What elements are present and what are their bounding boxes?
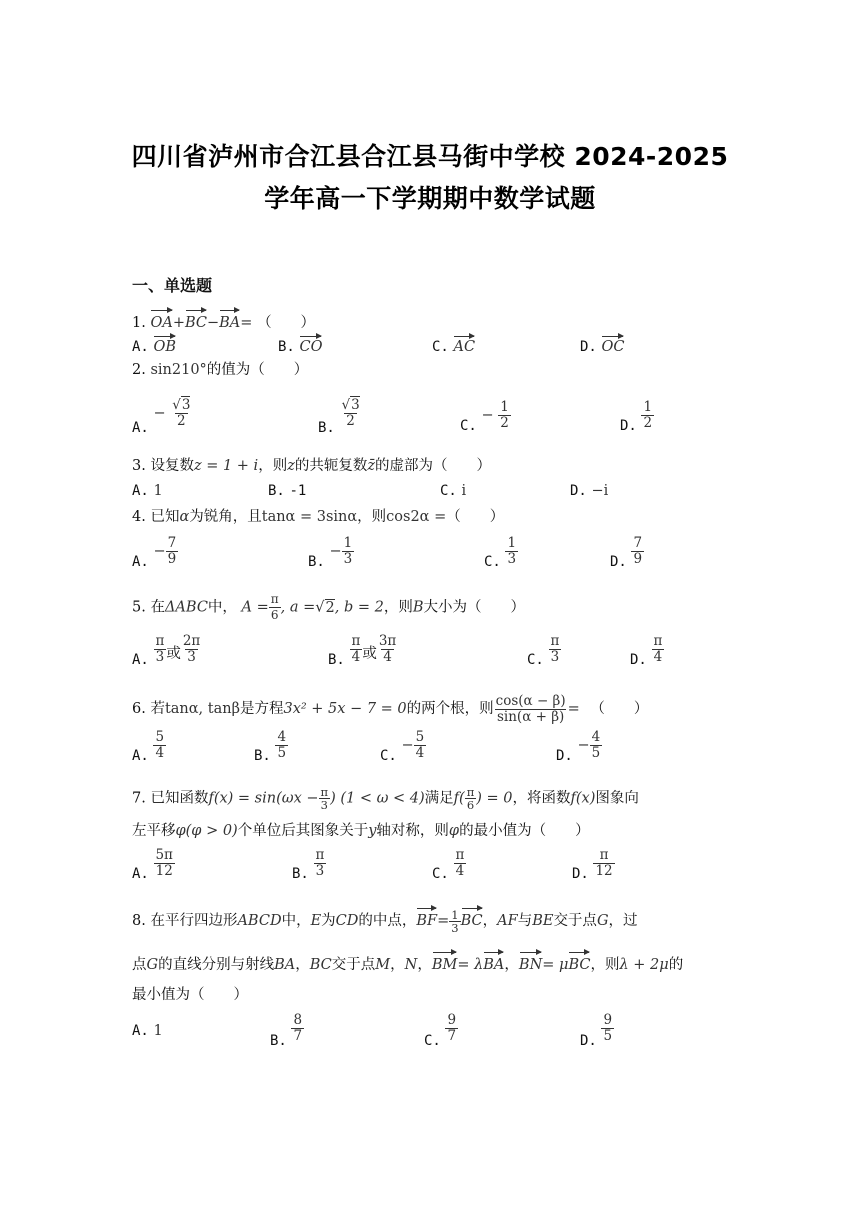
question-text: 若 xyxy=(150,701,165,717)
question-8-option-a xyxy=(132,1023,163,1039)
question-text: ，则 xyxy=(590,957,620,973)
option-label: D. xyxy=(580,1032,597,1049)
denominator: 12 xyxy=(155,863,173,879)
answer-blank: （ ） xyxy=(446,509,505,525)
math-expression: , b = 2 xyxy=(334,599,384,616)
question-5-option-a xyxy=(132,633,202,668)
question-2-option-a xyxy=(132,397,192,436)
question-text: ，过 xyxy=(608,913,638,929)
question-number: 3. xyxy=(132,458,146,474)
question-text: ，则 xyxy=(258,458,288,474)
denominator: 4 xyxy=(351,649,361,665)
question-7-stem-line-2 xyxy=(132,821,590,841)
vector-ba: BA xyxy=(483,950,504,975)
question-text: 大小为 xyxy=(423,599,468,616)
numerator: 1 xyxy=(451,907,459,922)
fraction xyxy=(453,848,466,879)
radicand: 3 xyxy=(351,397,360,413)
fraction xyxy=(291,1013,304,1044)
question-2-option-c xyxy=(460,399,511,434)
question-1-option-c xyxy=(432,334,475,355)
numerator: 7 xyxy=(633,535,643,551)
question-text: 点 xyxy=(132,957,147,973)
math-expression: M xyxy=(375,957,391,973)
question-3-option-c xyxy=(440,483,466,499)
option-label: C. xyxy=(424,1032,441,1049)
question-7-option-b xyxy=(292,847,326,882)
denominator: 4 xyxy=(415,745,425,761)
option-label: C. xyxy=(527,651,544,668)
math-expression: = μ xyxy=(542,957,569,973)
math-expression: tanα = 3sinα xyxy=(261,509,358,525)
option-value: 1 xyxy=(153,1023,163,1039)
numerator: 4 xyxy=(591,729,601,745)
vector-oa: OA xyxy=(150,308,172,333)
question-text: 满足 xyxy=(424,790,454,807)
question-text: 个单位后其图象关于 xyxy=(237,823,369,839)
fraction xyxy=(641,400,654,431)
option-label: A. xyxy=(132,651,149,668)
question-text: 为锐角，且 xyxy=(189,509,262,525)
question-number: 7. xyxy=(132,790,146,807)
numerator: π xyxy=(550,633,560,649)
question-text: ，将函数 xyxy=(512,790,571,807)
math-expression: BE xyxy=(532,913,554,929)
denominator: 7 xyxy=(447,1028,457,1044)
answer-blank: （ ） xyxy=(467,599,526,616)
option-vector: CO xyxy=(299,334,322,355)
question-text: 的虚部为 xyxy=(374,458,433,474)
question-text: 轴对称，则 xyxy=(376,823,449,839)
denominator: 3 xyxy=(155,649,165,665)
math-expression: E xyxy=(310,913,322,929)
numerator: 3π xyxy=(378,633,397,649)
option-label: B. xyxy=(254,747,271,764)
question-5-option-c xyxy=(527,633,561,668)
question-text: ， xyxy=(295,957,310,973)
answer-blank: （ ） xyxy=(190,987,248,1003)
fraction xyxy=(166,536,179,567)
denominator: 3 xyxy=(343,551,353,567)
question-7-stem-line-1 xyxy=(132,786,639,811)
vector-bc: BC xyxy=(568,950,590,975)
denominator: 3 xyxy=(320,798,328,812)
fraction xyxy=(342,536,355,567)
fraction xyxy=(449,909,460,934)
numerator: 1 xyxy=(643,399,653,415)
math-expression: f( xyxy=(453,790,465,807)
math-expression: BA xyxy=(274,957,296,973)
option-label: B. xyxy=(268,483,285,499)
math-expression: , a = xyxy=(280,599,316,616)
question-text: 的 xyxy=(668,957,684,973)
numerator: 5 xyxy=(155,729,165,745)
denominator: 3 xyxy=(550,649,560,665)
question-text: ， xyxy=(417,957,432,973)
option-label: D. xyxy=(572,865,589,882)
option-label: A. xyxy=(132,339,149,355)
question-text: 中， xyxy=(281,913,311,929)
numerator: π xyxy=(466,785,475,799)
question-text: 图象向 xyxy=(595,790,639,807)
math-expression: tanα, tanβ xyxy=(164,701,240,717)
math-expression: sin210° xyxy=(150,362,207,378)
math-expression: z = 1 + i xyxy=(193,458,259,474)
question-text: 与 xyxy=(517,913,533,929)
option-label: B. xyxy=(270,1032,287,1049)
option-vector: OC xyxy=(601,334,624,355)
option-label: D. xyxy=(556,747,573,764)
question-6-option-c xyxy=(380,729,426,764)
math-expression: 3x² + 5x − 7 = 0 xyxy=(283,701,407,717)
math-expression: ) = 0 xyxy=(476,790,513,807)
denominator: 4 xyxy=(653,649,663,665)
question-1-option-a xyxy=(132,334,176,355)
question-5-stem: 5. 在ΔABC中， A = $\frac{\pi}{6}$ , a =√2, b = 2，则B大小为（ ） xyxy=(132,592,526,622)
question-3-option-a xyxy=(132,483,163,499)
question-text: ， xyxy=(482,913,498,929)
numerator: 4 xyxy=(277,729,287,745)
option-label: A. xyxy=(132,419,149,436)
denominator: 6 xyxy=(466,798,475,812)
question-4-stem xyxy=(132,507,504,527)
minus-sign: − xyxy=(329,543,342,560)
option-label: C. xyxy=(380,747,397,764)
numerator: π xyxy=(320,785,329,799)
denominator: 9 xyxy=(633,551,643,567)
denominator: 4 xyxy=(455,863,465,879)
question-5-option-b xyxy=(328,633,398,668)
math-expression: ΔABC xyxy=(164,599,208,616)
minus-sign: − xyxy=(401,737,414,754)
question-8-stem-line-2 xyxy=(132,950,683,975)
fraction: $\frac{√3}{2}$ xyxy=(341,397,360,429)
option-label: B. xyxy=(278,339,295,355)
math-expression: φ xyxy=(448,823,460,839)
question-8-stem-line-3 xyxy=(132,985,248,1005)
math-expression: f(x) = sin(ωx − xyxy=(208,790,319,807)
fraction xyxy=(590,730,603,761)
option-value: 1 xyxy=(153,483,163,499)
denominator: 2 xyxy=(643,415,653,431)
answer-blank: （ ） xyxy=(590,701,649,717)
answer-blank: （ ） xyxy=(531,823,590,839)
radicand: 3 xyxy=(181,397,191,413)
vector-bm: BM xyxy=(432,950,458,975)
question-text: 在平行四边形 xyxy=(150,913,238,929)
question-6-stem xyxy=(132,690,648,728)
or-word: 或 xyxy=(362,645,377,662)
numerator: 9 xyxy=(603,1012,613,1028)
question-2-option-b xyxy=(318,397,362,436)
option-label: A. xyxy=(132,483,149,499)
numerator: π xyxy=(455,847,465,863)
fraction xyxy=(275,730,288,761)
question-text: 的最小值为 xyxy=(459,823,532,839)
option-label: B. xyxy=(318,419,335,436)
question-text: 的两个根，则 xyxy=(406,701,494,717)
fraction: $\frac{√3}{2}$ xyxy=(172,397,191,429)
question-6-option-a xyxy=(132,729,166,764)
fraction xyxy=(445,1013,458,1044)
radicand: 2 xyxy=(325,599,335,616)
option-label: B. xyxy=(292,865,309,882)
option-label: D. xyxy=(620,417,637,434)
question-text: ，则 xyxy=(357,509,387,525)
numerator: 2π xyxy=(182,633,201,649)
math-expression: AF xyxy=(497,913,518,929)
numerator: 7 xyxy=(167,535,177,551)
option-label: B. xyxy=(328,651,345,668)
option-label: C. xyxy=(432,865,449,882)
option-label: D. xyxy=(610,553,627,570)
question-text: 已知 xyxy=(150,509,180,525)
denominator: 2 xyxy=(346,413,355,429)
question-3-stem xyxy=(132,456,491,476)
question-text: 的直线分别与射线 xyxy=(158,957,275,973)
denominator: 3 xyxy=(507,551,517,567)
option-label: C. xyxy=(440,483,457,499)
denominator: 2 xyxy=(500,415,509,431)
option-label: B. xyxy=(308,553,325,570)
option-label: A. xyxy=(132,553,149,570)
math-expression: A = xyxy=(241,599,269,616)
answer-blank: （ ） xyxy=(257,315,316,331)
denominator: 4 xyxy=(155,745,165,761)
question-number: 2. xyxy=(132,362,146,378)
option-label: D. xyxy=(570,483,587,499)
equals-sign: = xyxy=(567,701,580,717)
numerator: 1 xyxy=(507,535,517,551)
math-expression: cos2α = xyxy=(386,509,447,525)
question-4-option-a xyxy=(132,535,178,570)
question-8-option-d xyxy=(580,1012,614,1049)
question-text: 左平移 xyxy=(132,823,176,839)
math-expression: z̄ xyxy=(367,458,375,474)
numerator: 8 xyxy=(293,1012,303,1028)
minus-sign: − xyxy=(577,737,590,754)
denominator: 5 xyxy=(277,745,287,761)
option-label: D. xyxy=(630,651,647,668)
question-number: 6. xyxy=(132,701,146,717)
fraction xyxy=(651,634,664,665)
question-7-option-a xyxy=(132,847,175,882)
math-expression: = λ xyxy=(457,957,484,973)
question-text: 已知函数 xyxy=(150,790,209,807)
option-label: C. xyxy=(460,417,477,434)
numerator: 1 xyxy=(343,535,353,551)
fraction xyxy=(377,634,398,665)
math-expression: y xyxy=(368,823,377,839)
fraction xyxy=(153,634,166,665)
fraction xyxy=(465,786,477,811)
math-expression: ABCD xyxy=(237,913,282,929)
question-5-option-d xyxy=(630,633,664,668)
option-label: A. xyxy=(132,747,149,764)
question-1-option-d xyxy=(580,334,624,355)
fraction xyxy=(414,730,427,761)
question-8-option-c xyxy=(424,1012,458,1049)
document-title-line-1: 四川省泸州市合江县合江县马街中学校 2024-2025 xyxy=(131,142,729,171)
math-expression: α xyxy=(179,509,190,525)
math-expression: N xyxy=(404,957,418,973)
question-6-option-b xyxy=(254,729,288,764)
math-expression: λ + 2μ xyxy=(619,957,669,973)
option-value: -1 xyxy=(289,483,307,499)
question-number: 1. xyxy=(132,315,146,331)
option-label: A. xyxy=(132,865,149,882)
question-3-option-d xyxy=(570,483,608,499)
math-expression: G xyxy=(596,913,609,929)
denominator: 4 xyxy=(383,649,392,665)
section-heading: 一、单选题 xyxy=(132,276,213,295)
numerator: π xyxy=(653,633,663,649)
math-expression: BC xyxy=(309,957,332,973)
numerator: 5π xyxy=(155,847,173,863)
minus-sign: − xyxy=(153,405,166,422)
question-number: 4. xyxy=(132,509,146,525)
numerator: 5 xyxy=(415,729,425,745)
question-text: 在 xyxy=(150,599,165,616)
question-4-option-b xyxy=(308,535,354,570)
denominator: 5 xyxy=(591,745,601,761)
denominator: 3 xyxy=(315,863,325,879)
fraction xyxy=(548,634,561,665)
fraction xyxy=(313,848,326,879)
question-8-option-b xyxy=(270,1012,304,1049)
fraction xyxy=(269,592,281,623)
option-value: i xyxy=(461,483,467,499)
question-number: 8. xyxy=(132,913,146,929)
fraction xyxy=(505,536,518,567)
vector-ba: BA xyxy=(219,308,240,333)
question-text: 最小值为 xyxy=(132,987,190,1003)
question-text: 交于点 xyxy=(331,957,376,973)
question-text: 中， xyxy=(207,599,237,616)
fraction xyxy=(153,730,166,761)
denominator: 12 xyxy=(595,863,613,879)
option-label: C. xyxy=(432,339,449,355)
math-expression: G xyxy=(146,957,159,973)
fraction xyxy=(601,1013,614,1044)
fraction xyxy=(593,848,614,879)
fraction xyxy=(319,786,331,811)
numerator: π xyxy=(315,847,325,863)
question-text: 的中点， xyxy=(358,913,417,929)
math-expression: z xyxy=(287,458,295,474)
equals-sign: = xyxy=(240,315,253,331)
question-3-option-b xyxy=(268,483,306,499)
math-expression: B xyxy=(412,599,424,616)
fraction xyxy=(181,634,202,665)
question-text: ，则 xyxy=(383,599,413,616)
denominator: 2 xyxy=(177,413,186,429)
minus-sign: − xyxy=(153,543,166,560)
denominator: 3 xyxy=(187,649,196,665)
question-4-option-c xyxy=(484,535,518,570)
question-text: 交于点 xyxy=(553,913,597,929)
minus-sign: − xyxy=(207,315,220,331)
option-label: D. xyxy=(580,339,597,355)
question-1-stem xyxy=(132,308,315,333)
numerator: π xyxy=(155,633,165,649)
vector-bc: BC xyxy=(461,906,483,931)
question-8-stem-line-1 xyxy=(132,906,638,934)
question-7-option-d xyxy=(572,847,615,882)
question-text: ， xyxy=(390,957,405,973)
fraction xyxy=(498,400,511,431)
numerator: 1 xyxy=(500,399,509,415)
vector-bn: BN xyxy=(519,950,542,975)
math-expression: ) (1 < ω < 4) xyxy=(330,790,425,807)
answer-blank: （ ） xyxy=(250,362,309,378)
question-text: 设复数 xyxy=(150,458,194,474)
vector-bf: BF xyxy=(416,906,437,931)
numerator: π xyxy=(270,592,279,606)
denominator: 5 xyxy=(603,1028,613,1044)
equals-sign: = xyxy=(437,913,450,929)
numerator: cos(α − β) xyxy=(495,692,566,709)
option-label: C. xyxy=(484,553,501,570)
numerator: π xyxy=(599,847,609,863)
fraction xyxy=(494,694,568,725)
math-expression: f(x) xyxy=(570,790,596,807)
fraction xyxy=(349,634,362,665)
denominator: 9 xyxy=(167,551,177,567)
fraction xyxy=(631,536,644,567)
plus-sign: + xyxy=(172,315,185,331)
question-text: 的共轭复数 xyxy=(294,458,368,474)
numerator: 9 xyxy=(447,1012,457,1028)
option-vector: AC xyxy=(453,334,475,355)
question-6-option-d xyxy=(556,729,602,764)
question-2-stem xyxy=(132,360,308,380)
question-text: ， xyxy=(504,957,519,973)
math-expression: φ(φ > 0) xyxy=(175,823,238,839)
denominator: 7 xyxy=(293,1028,303,1044)
fraction xyxy=(153,848,174,879)
document-title-line-2: 学年高一下学期期中数学试题 xyxy=(264,184,596,213)
or-word: 或 xyxy=(166,645,181,662)
vector-bc: BC xyxy=(185,308,207,333)
denominator: sin(α + β) xyxy=(496,708,565,725)
question-7-option-c xyxy=(432,847,466,882)
question-4-option-d xyxy=(610,535,644,570)
denominator: 6 xyxy=(270,608,279,622)
denominator: 3 xyxy=(451,920,459,935)
question-1-option-b xyxy=(278,334,322,355)
question-2-option-d xyxy=(620,399,654,434)
answer-blank: （ ） xyxy=(432,458,491,474)
option-label: A. xyxy=(132,1023,149,1039)
numerator: π xyxy=(351,633,361,649)
minus-sign: − xyxy=(481,407,494,424)
question-text: 为 xyxy=(321,913,336,929)
question-number: 5. xyxy=(132,599,146,616)
option-vector: OB xyxy=(153,334,176,355)
math-expression: CD xyxy=(335,913,359,929)
option-value: −i xyxy=(591,483,609,499)
question-text: 是方程 xyxy=(239,701,284,717)
question-text: 的值为 xyxy=(206,362,251,378)
